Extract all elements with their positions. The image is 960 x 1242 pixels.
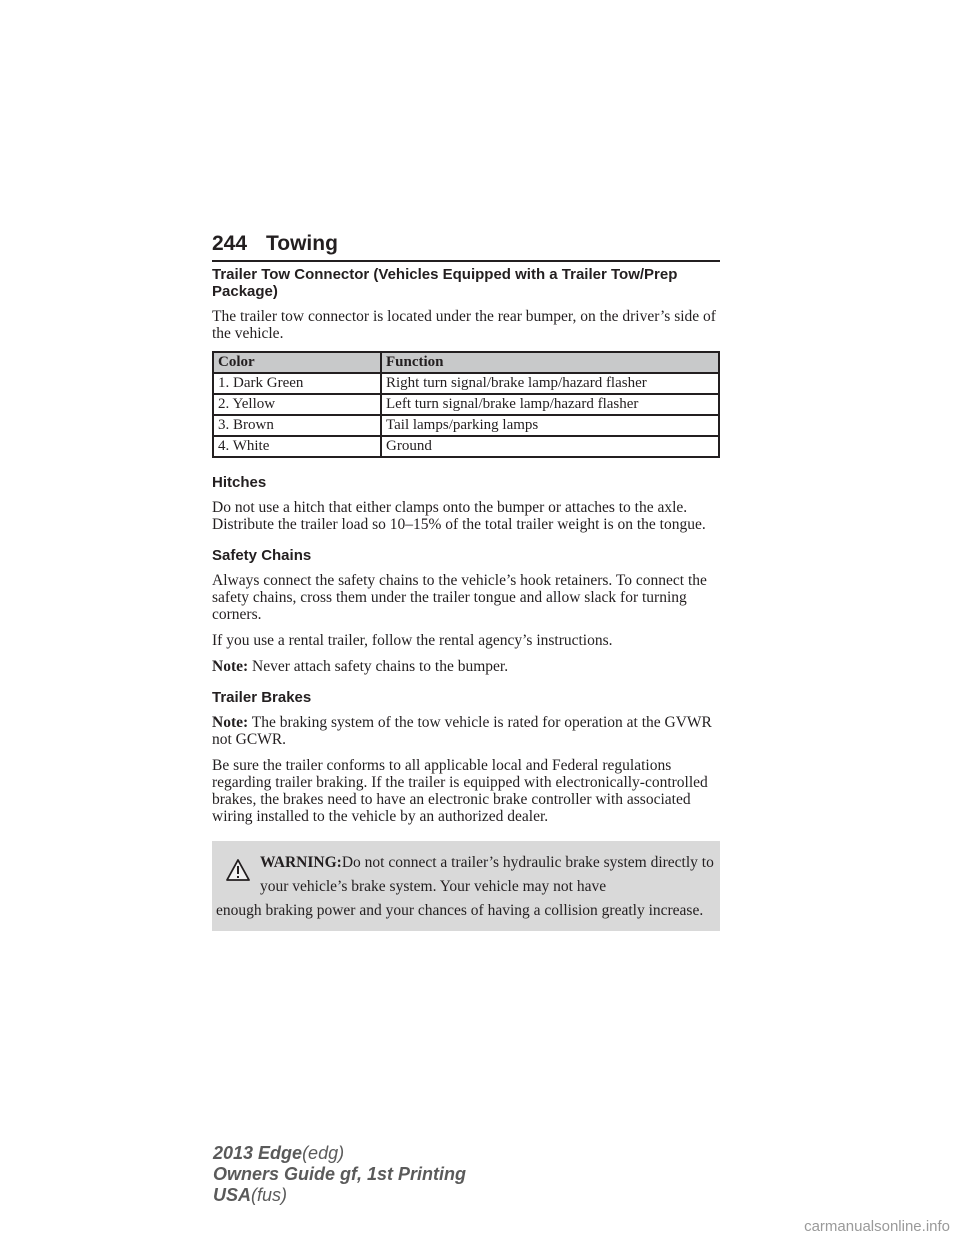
footer [213, 1143, 466, 1206]
table-cell-function: Right turn signal/brake lamp/hazard flasher [381, 373, 719, 394]
table-row [213, 373, 719, 394]
footer-line-3 [213, 1185, 466, 1206]
watermark: carmanualsonline.info [804, 1218, 950, 1235]
footer-guide: Owners Guide gf, 1st Printing [213, 1164, 467, 1184]
rental-trailer-text: If you use a rental trailer, follow the rental agency’s instructions. [212, 632, 613, 649]
warning-text: Do not connect a trailer’s hydraulic brake system directly to your vehicle’s brake system. Your vehicle may not have [260, 854, 714, 895]
table-cell-color: 4. White [213, 436, 381, 457]
safety-chains-note [212, 658, 720, 675]
footer-line-2 [213, 1164, 466, 1185]
note-label: Note: [212, 658, 249, 675]
trailer-brakes-heading: Trailer Brakes [212, 689, 312, 706]
safety-chains-text: Always connect the safety chains to the vehicle’s hook retainers. To connect the safety chains, cross them under the trailer tongue and allow slack for turning corners. [212, 572, 707, 623]
warning-rest: enough braking power and your chances of having a collision greatly increase. [216, 902, 704, 919]
warning-box [212, 841, 720, 931]
connector-table [212, 351, 720, 458]
table-header-color: Color [213, 352, 381, 373]
section-title: Towing [266, 232, 338, 255]
warning-first-lines [216, 851, 714, 899]
warning-label: WARNING: [260, 854, 342, 871]
trailer-brakes-text: Be sure the trailer conforms to all applicable local and Federal regulations regarding trailer braking. If the trailer is equipped with electronically-controlled brakes, the brakes need to have an electronic brake controller with associated wiring installed to the vehicle by an authorized dealer. [212, 757, 708, 825]
table-row [213, 415, 719, 436]
footer-market-code: (fus) [251, 1185, 288, 1205]
connector-heading: Trailer Tow Connector (Vehicles Equipped with a Trailer Tow/Prep Package) [212, 266, 678, 300]
footer-line-1 [213, 1143, 466, 1164]
page-header [212, 228, 720, 266]
footer-market: USA [213, 1185, 252, 1205]
connector-intro: The trailer tow connector is located under the rear bumper, on the driver’s side of the vehicle. [212, 308, 716, 342]
note-label: Note: [212, 714, 249, 731]
page-number: 244 [212, 232, 248, 255]
table-cell-function: Left turn signal/brake lamp/hazard flasher [381, 394, 719, 415]
table-cell-function: Tail lamps/parking lamps [381, 415, 719, 436]
safety-chains-heading: Safety Chains [212, 547, 312, 564]
table-cell-color: 3. Brown [213, 415, 381, 436]
page-content [212, 228, 720, 931]
hitches-heading: Hitches [212, 474, 267, 491]
table-row [213, 436, 719, 457]
header-rule [212, 260, 720, 262]
warning-triangle-icon [226, 859, 250, 881]
trailer-brakes-note [212, 714, 720, 748]
table-cell-color: 2. Yellow [213, 394, 381, 415]
table-header-function: Function [381, 352, 719, 373]
table-row [213, 394, 719, 415]
table-cell-color: 1. Dark Green [213, 373, 381, 394]
table-cell-function: Ground [381, 436, 719, 457]
note-text: Never attach safety chains to the bumper. [252, 658, 509, 675]
hitches-text: Do not use a hitch that either clamps onto the bumper or attaches to the axle. Distribute the trailer load so 10–15% of the total trailer weight is on the tongue. [212, 499, 706, 533]
table-header-row [213, 352, 719, 373]
footer-model-code: (edg) [302, 1143, 345, 1163]
note-text: The braking system of the tow vehicle is rated for operation at the GVWR not GCWR. [212, 714, 712, 748]
footer-model: 2013 Edge [213, 1143, 303, 1163]
